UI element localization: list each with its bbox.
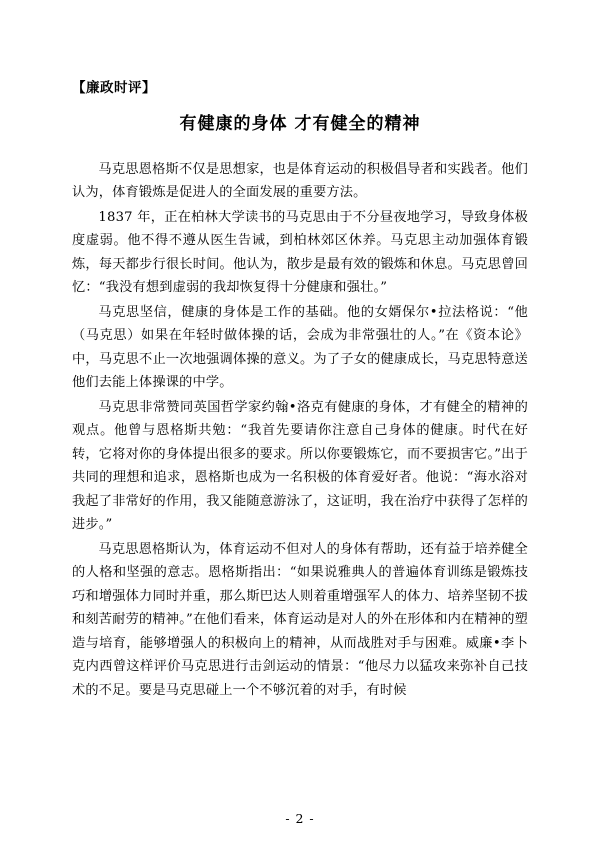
page-number: - 2 -: [285, 810, 315, 826]
paragraph: 马克思坚信，健康的身体是工作的基础。他的女婿保尔•拉法格说：“他（马克思）如果在年轻时做体操的话，会成为非常强壮的人。”在《资本论》中，马克思不止一次地强调体操的意义。为了子女的健康成长，马克思特意送他们去能上体操课的中学。: [72, 304, 528, 391]
paragraph: 马克思非常赞同英国哲学家约翰•洛克有健康的身体，才有健全的精神的观点。他曾与恩格斯共勉：“我首先要请你注意自己身体的健康。时代在好转，它将对你的身体提出很多的要求。所以你要锻炼它，而不要损害它。”出于共同的理想和追求，恩格斯也成为一名积极的体育爱好者。他说：“海水浴对我起了非常好的作用，我又能随意游泳了，这证明，我在治疗中获得了怎样的进步。”: [72, 399, 528, 533]
page-title: 有健康的身体 才有健全的精神: [179, 114, 421, 135]
paragraph: 1837 年，正在柏林大学读书的马克思由于不分昼夜地学习，导致身体极度虚弱。他不得不遵从医生告诫，到柏林郊区休养。马克思主动加强体育锻炼，每天都步行很长时间。他认为，散步是最有效的锻炼和休息。马克思曾回忆：“我没有想到虚弱的我却恢复得十分健康和强壮。”: [72, 209, 528, 296]
paragraph: 马克思恩格斯不仅是思想家，也是体育运动的积极倡导者和实践者。他们认为，体育锻炼是促进人的全面发展的重要方法。: [72, 161, 528, 201]
article-kicker: 【廉政时评】: [72, 80, 156, 96]
paragraph: 马克思恩格斯认为，体育运动不但对人的身体有帮助，还有益于培养健全的人格和坚强的意志。恩格斯指出：“如果说雅典人的普遍体育训练是锻炼技巧和增强体力同时并重，那么斯巴达人则着重增强军人的体力、培养坚韧不拔和刻苦耐劳的精神。”在他们看来，体育运动是对人的外在形体和内在精神的塑造与培育，能够增强人的积极向上的精神，从而战胜对手与困难。威廉•李卜克内西曾这样评价马克思进行击剑运动的情景：“他尽力以猛攻来弥补自己技术的不足。要是马克思碰上一个不够沉着的对手，有时候: [72, 541, 528, 698]
